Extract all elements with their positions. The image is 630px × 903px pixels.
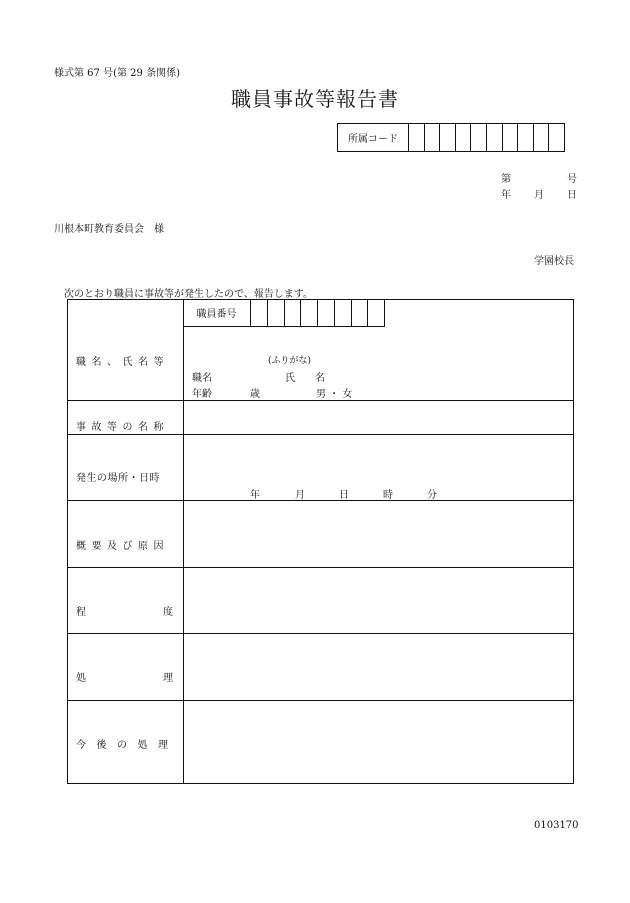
affiliation-code-box [337,123,565,152]
label-text: 職名、氏名等 [76,357,169,368]
employee-cell[interactable] [268,299,285,326]
column-divider [183,299,184,784]
footer-code: 0103170 [534,820,579,831]
row-divider [68,500,574,501]
furigana-label: (ふりがな) [268,356,312,366]
full-name-label: 氏 名 [285,373,325,384]
employee-cell[interactable] [251,299,268,326]
label-future: 今後の処理 [76,740,179,751]
intro-text: 次のとおり職員に事故等が発生したので、報告します。 [64,289,313,300]
employee-cell[interactable] [335,299,352,326]
row-divider [68,633,574,634]
document-date [501,186,577,201]
label-handling: 処理 [76,673,250,684]
gender-options[interactable]: 男 ・ 女 [316,389,353,400]
employee-cell[interactable] [301,299,318,326]
form-number: 様式第 67 号(第 29 条関係) [54,68,180,79]
code-cell[interactable] [549,124,564,151]
label-degree: 程度 [76,607,250,618]
employee-cell[interactable] [352,299,369,326]
code-cell[interactable] [518,124,534,151]
employee-cell[interactable] [285,299,302,326]
code-cell[interactable] [425,124,441,151]
row-divider [68,400,574,401]
row-divider [68,434,574,435]
date-month: 月 [534,190,544,201]
sender: 学園校長 [534,256,574,267]
label-place-time: 発生の場所・日時 [76,473,160,484]
age-label: 年齢 [192,389,212,400]
employee-number-cells[interactable] [251,299,384,326]
affiliation-code-label: 所属コード [338,124,409,151]
employee-cell[interactable] [368,299,384,326]
code-cell[interactable] [440,124,456,151]
page-title: 職員事故等報告書 [231,87,399,111]
addressee: 川根本町教育委員会 様 [54,224,164,235]
affiliation-code-cells[interactable] [409,124,564,151]
document-number [501,170,577,185]
code-cell[interactable] [503,124,519,151]
time-day: 日 [339,490,349,501]
time-minute: 分 [427,490,437,501]
date-year: 年 [501,190,511,201]
row-divider [68,700,574,701]
label-name [76,353,176,368]
code-cell[interactable] [409,124,425,151]
employee-cell[interactable] [318,299,335,326]
code-cell[interactable] [487,124,503,151]
position-label: 職名 [192,373,212,384]
time-year: 年 [250,490,260,501]
date-day: 日 [567,190,577,201]
doc-number-prefix: 第 [501,174,511,185]
employee-number-label: 職員番号 [183,299,251,326]
age-unit: 歳 [250,389,260,400]
row-divider [68,567,574,568]
code-cell[interactable] [534,124,550,151]
time-hour: 時 [383,490,393,501]
time-month: 月 [295,490,305,501]
doc-number-suffix: 号 [567,174,577,185]
code-cell[interactable] [471,124,487,151]
employee-number-box [183,299,385,327]
label-summary: 概要及び原因 [76,541,169,552]
code-cell[interactable] [456,124,472,151]
label-incident-name: 事故等の名称 [76,422,169,433]
